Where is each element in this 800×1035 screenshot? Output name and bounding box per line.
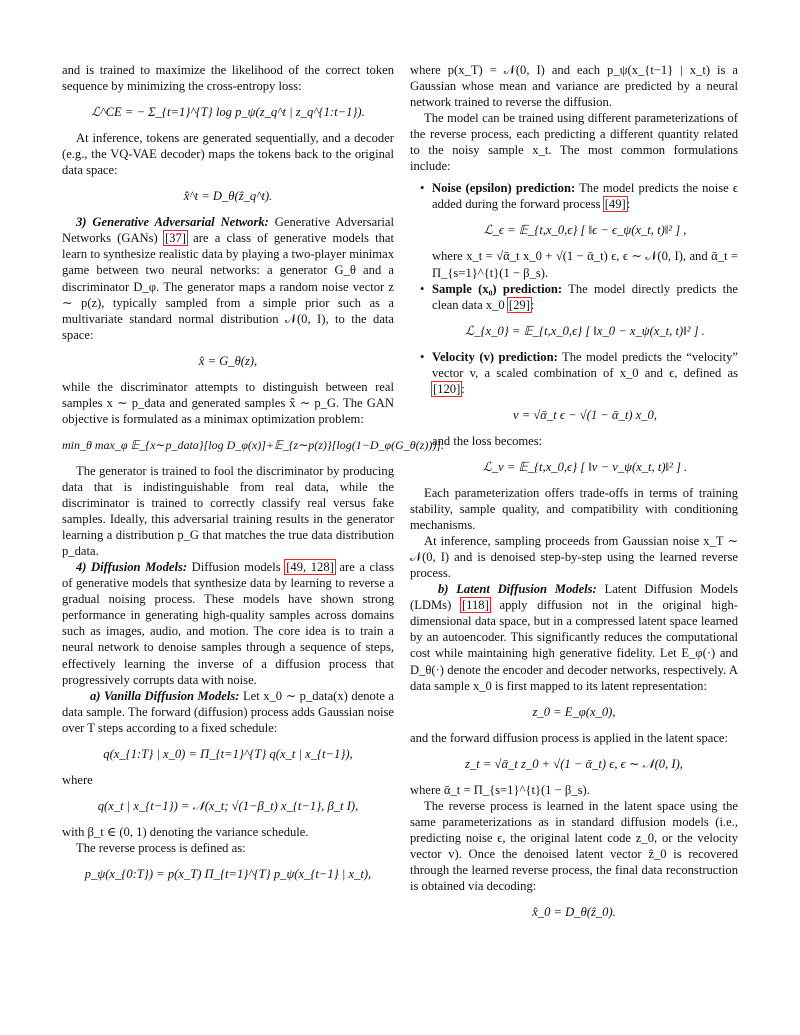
paragraph: where ᾱ_t = Π_{s=1}^{t}(1 − β_s). (410, 782, 590, 797)
citation-link[interactable]: [37] (164, 231, 186, 246)
paragraph: where x_t = √ᾱ_t x_0 + √(1 − ᾱ_t) ϵ, ϵ ∼ 𝒩(0, I), and ᾱ_t = Π_{s=1}^{t}(1 − β_s). (432, 249, 738, 280)
equation-noise-step: q(x_t | x_{t−1}) = 𝒩(x_t; √(1−β_t) x_{t−1}, β_t I), (97, 798, 359, 813)
equation-noise-loss: ℒ_ϵ = 𝔼_{t,x_0,ϵ} [ ‖ϵ − ϵ_ψ(x_t, t)‖² ] , (483, 223, 687, 238)
list-item: • Velocity (v) prediction: The model predicts the “velocity” vector v, a scaled combination of x_0 and ϵ, defined as [120]: (420, 349, 738, 396)
subsection-heading-vanilla: a) Vanilla Diffusion Models: (90, 688, 240, 703)
gan-paragraph: 3) Generative Adversarial Network: Generative Adversarial Networks (GANs) [37] are a class of generative models that learn to synthesize realistic data by playing a two-player minimax game between two neural networks: a generator G_θ and a discriminator D_φ. The generator maps a random noise vector z ∼ p(z), typically sampled from a simple prior such as a multivariate standard normal distribution 𝒩(0, I), to the data space: (62, 215, 394, 342)
paragraph: The model can be trained using different parameterizations of the reverse process, each predicting a different quantity related to the noisy sample x_t. The most common formulations include: (410, 111, 738, 174)
equation-latent-forward: z_t = √ᾱ_t z_0 + √(1 − ᾱ_t) ϵ, ϵ ∼ 𝒩(0, I), (465, 756, 683, 771)
paragraph: Each parameterization offers trade-offs in terms of training stability, sample quality, and compatibility with conditioning mechanisms. (410, 485, 738, 533)
latent-diffusion-paragraph: b) Latent Diffusion Models: Latent Diffusion Models (LDMs) [118] apply diffusion not in the original high-dimensional data space, but in a compressed latent space learned by an autoencoder. This significantly reduces the computational cost while maintaining high generative fidelity. Let E_φ(·) and D_θ(·) denote the encoder and decoder networks, respectively. A data sample x_0 is first mapped to its latent representation: (410, 582, 738, 693)
equation-generator: x̂ = G_θ(z), (198, 353, 258, 368)
bullet-heading: Velocity (v) prediction: (432, 349, 558, 364)
citation-link[interactable]: [49] (604, 197, 626, 212)
section-heading-diffusion: 4) Diffusion Models: (76, 560, 188, 575)
list-item: • Sample (x₀) prediction: The model directly predicts the clean data x_0 [29]: (420, 281, 739, 312)
paragraph: and the forward diffusion process is applied in the latent space: (410, 730, 729, 745)
equation-sample-loss: ℒ_{x_0} = 𝔼_{t,x_0,ϵ} [ ‖x_0 − x_ψ(x_t, t)‖² ] . (465, 323, 705, 338)
bullet-icon: • (420, 349, 425, 364)
paragraph: The reverse process is defined as: (76, 840, 246, 855)
equation-minimax: min_θ max_φ 𝔼_{x∼p_data}[log D_φ(x)]+𝔼_{z∼p(z)}[log(1−D_φ(G_θ(z)))]. (62, 437, 445, 452)
paragraph: At inference, tokens are generated sequentially, and a decoder (e.g., the VQ-VAE decoder) maps the tokens back to the original data space: (62, 131, 394, 178)
citation-link[interactable]: [120] (433, 381, 461, 396)
bullet-icon: • (420, 181, 425, 196)
paragraph: while the discriminator attempts to distinguish between real samples x ∼ p_data and generated samples x̂ ∼ p_G. The GAN objective is formulated as a minimax optimization problem: (62, 379, 394, 426)
paragraph: The generator is trained to fool the discriminator by producing data that is indistinguishable from real data, while the discriminator is trained to correctly classify real versus fake samples. Ideally, this adversarial training results in the generator learning a distribution p_G that matches the true data distribution p_data. (62, 463, 394, 559)
paragraph: where p(x_T) = 𝒩(0, I) and each p_ψ(x_{t−1} | x_t) is a Gaussian whose mean and variance are predicted by a neural network trained to reverse the diffusion. (410, 63, 738, 110)
citation-link[interactable]: [49, 128] (286, 560, 334, 575)
equation-cross-entropy: ℒ^CE = − Σ_{t=1}^{T} log p_ψ(z_q^t | z_q^{1:t−1}). (91, 105, 365, 120)
paragraph: The reverse process is learned in the latent space using the same parameterizations as in standard diffusion models (i.e., predicting noise ϵ, the original latent code z_0, or the velocity vector v). Once the denoised latent vector ẑ_0 is recovered through the learned reverse process, the final data reconstruction is obtained via decoding: (410, 798, 738, 894)
paragraph: where (62, 772, 93, 787)
section-heading-gan: 3) Generative Adversarial Network: (76, 215, 269, 230)
subsection-heading-latent: b) Latent Diffusion Models: (438, 582, 597, 597)
paragraph: At inference, sampling proceeds from Gaussian noise x_T ∼ 𝒩(0, I) and is denoised step-by-step using the learned reverse process. (410, 534, 738, 581)
equation-velocity: v = √ᾱ_t ϵ − √(1 − ᾱ_t) x_0, (513, 407, 657, 422)
vanilla-diffusion-paragraph: a) Vanilla Diffusion Models: Let x_0 ∼ p_data(x) denote a data sample. The forward (diffusion) process adds Gaussian noise over T steps according to a fixed schedule: (62, 688, 394, 735)
paragraph: and the loss becomes: (432, 433, 543, 448)
right-column (410, 62, 738, 930)
equation-decoding: x̂_0 = D_θ(ẑ_0). (532, 905, 616, 920)
left-column (62, 62, 445, 892)
equation-decoder: x̂^t = D_θ(ẑ_q^t). (183, 189, 273, 204)
citation-link[interactable]: [29] (508, 297, 530, 312)
equation-encoder: z_0 = E_φ(x_0), (532, 704, 616, 719)
equation-forward-process: q(x_{1:T} | x_0) = Π_{t=1}^{T} q(x_t | x_{t−1}), (103, 746, 353, 761)
paragraph: and is trained to maximize the likelihood of the correct token sequence by minimizing the cross-entropy loss: (62, 63, 394, 94)
list-item: • Noise (epsilon) prediction: The model predicts the noise ϵ added during the forward process [49]: (420, 181, 738, 212)
bullet-heading: Noise (epsilon) prediction: (432, 181, 576, 196)
equation-reverse-process: p_ψ(x_{0:T}) = p(x_T) Π_{t=1}^{T} p_ψ(x_{t−1} | x_t), (84, 866, 372, 881)
bullet-heading: Sample (x₀) prediction: (432, 281, 563, 296)
bullet-icon: • (420, 281, 425, 296)
citation-link[interactable]: [118] (461, 598, 489, 613)
diffusion-paragraph: 4) Diffusion Models: Diffusion models [49, 128] are a class of generative models that synthesize data by learning to reverse a gradual noising process. These models have shown strong performance in generating high-quality samples across domains such as images, audio, and motion. The core idea is to train a neural network to denoise samples through a sequence of steps, effectively learning the inverse of a diffusion process that progressively corrupts data with noise. (62, 560, 394, 687)
paragraph: with β_t ∈ (0, 1) denoting the variance schedule. (62, 824, 309, 839)
equation-velocity-loss: ℒ_v = 𝔼_{t,x_0,ϵ} [ ‖v − v_ψ(x_t, t)‖² ] . (482, 459, 688, 474)
